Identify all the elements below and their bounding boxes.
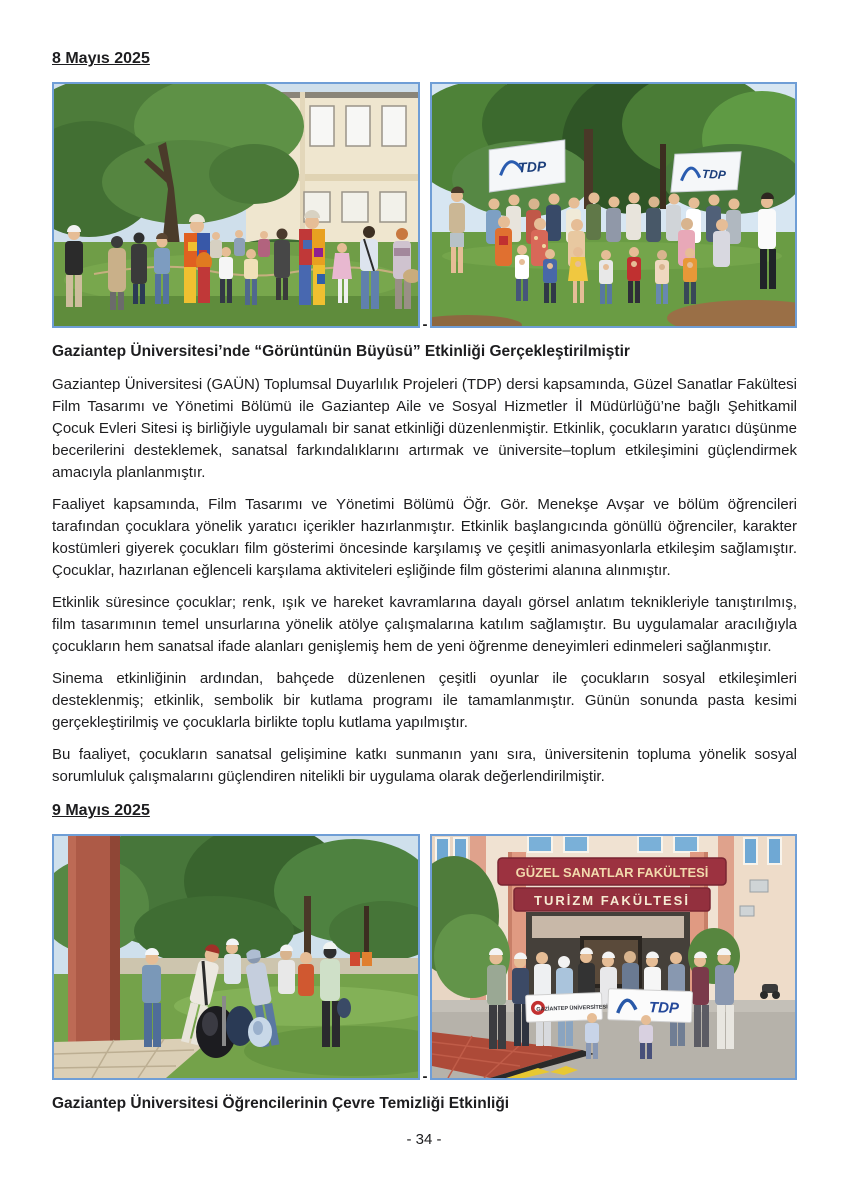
body-paragraph: Faaliyet kapsamında, Film Tasarımı ve Yönetimi Bölümü Öğr. Gör. Menekşe Avşar ve bölüm öğrencileri tarafından çocuklara yönelik yaratıcı içerikler hazırlanmıştır. Etkinlik başlangıcında gönüllü öğrenciler, karakter kostümleri giyerek çocukları film gösterimi öncesinde karşılamış ve çeşitli animasyonlarla etkileşim sağlamıştır. Çocuklar, hazırlanan eğlenceli karşılama aktiviteleri eşliğinde film gösterimi alanına alınmıştır. — [52, 496, 797, 579]
faculty-signs — [498, 858, 726, 911]
photo-row-bottom — [52, 834, 797, 1085]
date-heading-9-mayis: 9 Mayıs 2025 — [52, 802, 150, 819]
tdp-banner-text: TDP — [648, 999, 680, 1018]
event-title-cevre-temizligi: Gaziantep Üniversitesi Öğrencilerinin Çevre Temizliği Etkinliği — [52, 1095, 510, 1112]
university-banner-text: GAZİANTEP ÜNİVERSİTESİ — [536, 1004, 608, 1013]
photo-separator-dash: - — [422, 1068, 428, 1085]
photo-faculty-building — [430, 834, 797, 1080]
photo-cleanup-art — [54, 836, 418, 1078]
photo-row-top — [52, 82, 797, 333]
tdp-flag-left-text: TDP — [517, 158, 547, 176]
photo-group-tdp-art — [432, 84, 796, 326]
photo-clown-circle — [52, 82, 420, 328]
photo-separator-dash: - — [422, 316, 428, 333]
body-paragraph: Etkinlik süresince çocuklar; renk, ışık ve hareket kavramlarına dayalı görsel anlatım teknikleriyle tanıştırılmış, film tasarımının temel unsurlarına yönelik atölye çalışmalarına katılım sağlamıştır. Bu uygulamalar aracılığıyla çocukların hem sanatsal ifade alanları genişlemiş hem de yeni öğrenme deneyimleri edinmeleri sağlanmıştır. — [52, 594, 797, 655]
photo-cleanup — [52, 834, 420, 1080]
photo-group-tdp-flags — [430, 82, 797, 328]
page-number: - 34 - — [406, 1131, 442, 1148]
photo-faculty-art — [432, 836, 796, 1078]
date-heading-8-mayis: 8 Mayıs 2025 — [52, 50, 150, 67]
body-paragraph: Bu faaliyet, çocukların sanatsal gelişimine katkı sunmanın yanı sıra, üniversitenin topluma yönelik sosyal sorumluluk çalışmalarını güçlendiren nitelikli bir uygulama olarak değerlendirilmiştir. — [52, 746, 797, 785]
photo-clown-circle-art — [54, 84, 418, 326]
terracotta-column — [68, 836, 120, 1042]
body-paragraph: Sinema etkinliğinin ardından, bahçede düzenlenen çeşitli oyunlar ile çocukların sosyal etkileşimleri desteklenmiş; etkinlik, sembolik bir kutlama programı ile tamamlanmıştır. Günün sonunda pasta kesimi gerçekleştirilmiş ve çocuklarla birlikte toplu kutlama yapılmıştır. — [52, 670, 797, 731]
body-paragraph: Gaziantep Üniversitesi (GAÜN) Toplumsal Duyarlılık Projeleri (TDP) dersi kapsamında, Güzel Sanatlar Fakültesi Film Tasarımı ve Yönetimi Bölümü ile Gaziantep Aile ve Sosyal Hizmetler İl Müdürlüğü’ne bağlı Şehitkamil Çocuk Evleri Sitesi iş birliğiyle uygulamalı bir sanat etkinliği düzenlenmiştir. Etkinlik, çocukların yaratıcı düşünme becerilerini desteklemek, sanatsal farkındalıklarını artırmak ve üniversite–toplum etkileşimini güçlendirmek amacıyla planlanmıştır. — [52, 376, 797, 481]
event-title-goruntunun-buyusu: Gaziantep Üniversitesi’nde “Görüntünün Büyüsü” Etkinliği Gerçekleştirilmiştir — [52, 343, 630, 360]
tdp-flag-right-text: TDP — [701, 166, 727, 182]
tdp-flag-right — [671, 148, 741, 195]
faculty-sign-line2: TURİZM FAKÜLTESİ — [534, 893, 690, 908]
faculty-sign-line1: GÜZEL SANATLAR FAKÜLTESİ — [515, 865, 709, 880]
